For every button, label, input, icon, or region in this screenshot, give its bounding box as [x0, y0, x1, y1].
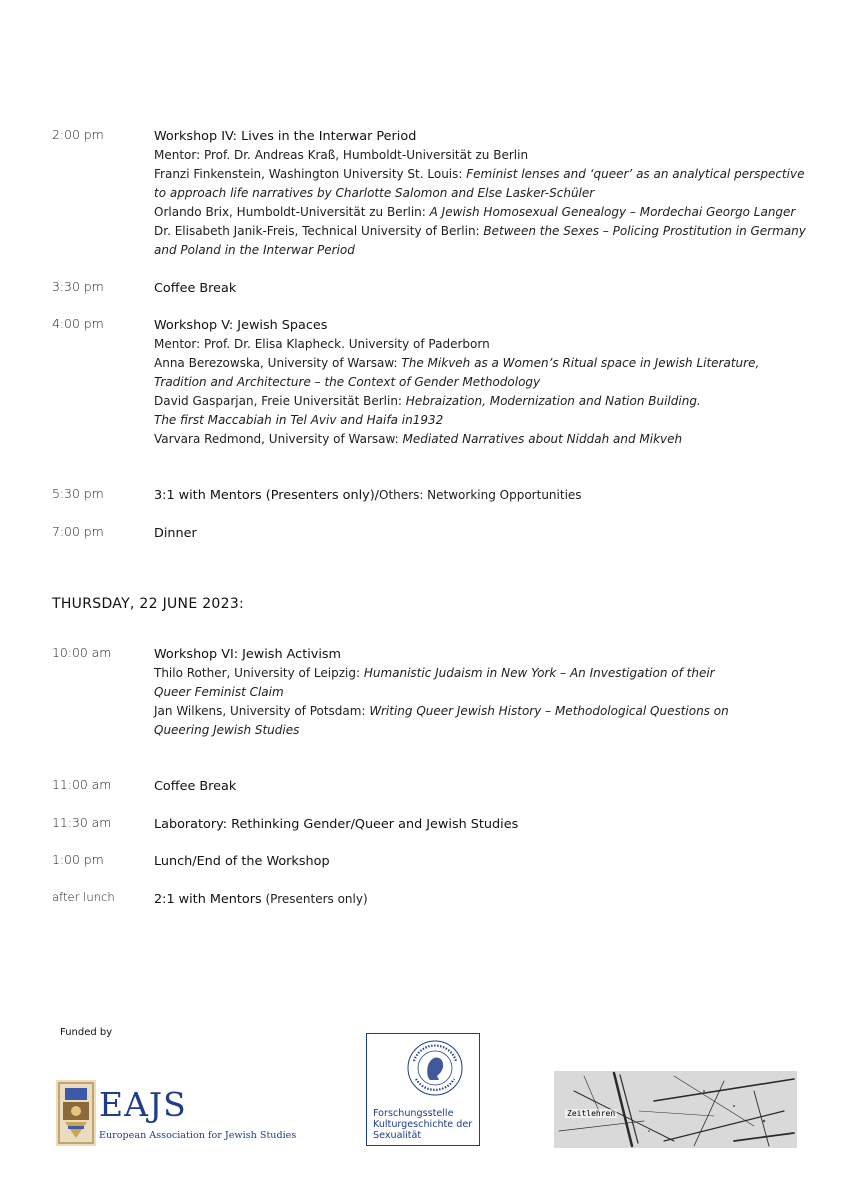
eajs-acronym: EAJS — [99, 1085, 187, 1124]
presenter-line-cont: and Poland in the Interwar Period — [154, 243, 355, 257]
time-label: 11:00 am — [52, 777, 112, 792]
presenter-line: Franzi Finkenstein, Washington University St. Louis: Feminist lenses and ‘queer’ as an analytical perspective — [154, 167, 805, 181]
presenter-line-cont: The first Maccabiah in Tel Aviv and Haifa in1932 — [154, 413, 444, 427]
presenter-line-cont: Tradition and Architecture – the Context of Gender Methodology — [154, 375, 541, 389]
mentor-line: Mentor: Prof. Dr. Andreas Kraß, Humboldt-Universität zu Berlin — [154, 148, 529, 162]
funded-by-label: Funded by — [60, 1027, 113, 1038]
session-title: Dinner — [154, 526, 197, 541]
presenter-line: Orlando Brix, Humboldt-Universität zu Berlin: A Jewish Homosexual Genealogy – Mordechai Georgo Langer — [154, 205, 796, 219]
time-label: 5:30 pm — [52, 486, 104, 501]
day-heading: THURSDAY, 22 JUNE 2023: — [52, 596, 245, 612]
mentor-line: Mentor: Prof. Dr. Elisa Klapheck. University of Paderborn — [154, 337, 490, 351]
session-title: 2:1 with Mentors (Presenters only) — [154, 892, 368, 907]
eajs-crest-icon — [56, 1080, 96, 1146]
presenter-line: David Gasparjan, Freie Universität Berlin: Hebraization, Modernization and Nation Building. — [154, 394, 701, 408]
forschungsstelle-name: Forschungsstelle Kulturgeschichte der Sexualität — [373, 1108, 473, 1141]
zeitlehren-label: Zeitlehren — [567, 1109, 616, 1118]
presenter-line: Varvara Redmond, University of Warsaw: Mediated Narratives about Niddah and Mikveh — [154, 432, 683, 446]
session-title: Coffee Break — [154, 281, 237, 296]
presenter-line-cont: to approach life narratives by Charlotte Salomon and Else Lasker-Schüler — [154, 186, 595, 200]
time-label: 7:00 pm — [52, 524, 104, 539]
session-title: Workshop V: Jewish Spaces — [154, 318, 328, 333]
time-label: 3:30 pm — [52, 279, 104, 294]
presenter-line: Thilo Rother, University of Leipzig: Humanistic Judaism in New York – An Investigation of their — [154, 666, 715, 680]
session-title: Laboratory: Rethinking Gender/Queer and Jewish Studies — [154, 817, 519, 832]
presenter-line-cont: Queer Feminist Claim — [154, 685, 284, 699]
time-label: after lunch — [52, 890, 115, 904]
time-label: 10:00 am — [52, 645, 112, 660]
eajs-full-name: European Association for Jewish Studies — [99, 1130, 297, 1141]
presenter-line: Anna Berezowska, University of Warsaw: The Mikveh as a Women’s Ritual space in Jewish Literature, — [154, 356, 760, 370]
time-label: 11:30 am — [52, 815, 112, 830]
session-title: Workshop IV: Lives in the Interwar Period — [154, 129, 417, 144]
time-label: 4:00 pm — [52, 316, 104, 331]
session-title: Workshop VI: Jewish Activism — [154, 647, 342, 662]
session-title: Coffee Break — [154, 779, 237, 794]
presenter-line-cont: Queering Jewish Studies — [154, 723, 300, 737]
presenter-line: Jan Wilkens, University of Potsdam: Writing Queer Jewish History – Methodological Questions on — [154, 704, 729, 718]
presenter-line: Dr. Elisabeth Janik-Freis, Technical University of Berlin: Between the Sexes – Policing Prostitution in Germany — [154, 224, 806, 238]
humboldt-seal-icon — [406, 1039, 464, 1097]
humboldt-forschungsstelle-logo — [366, 1033, 480, 1146]
zeitlehren-logo — [554, 1071, 797, 1148]
session-title: Lunch/End of the Workshop — [154, 854, 330, 869]
eajs-logo — [56, 1077, 296, 1149]
time-label: 2:00 pm — [52, 127, 104, 142]
time-label: 1:00 pm — [52, 852, 104, 867]
session-title: 3:1 with Mentors (Presenters only)/Others: Networking Opportunities — [154, 488, 582, 503]
